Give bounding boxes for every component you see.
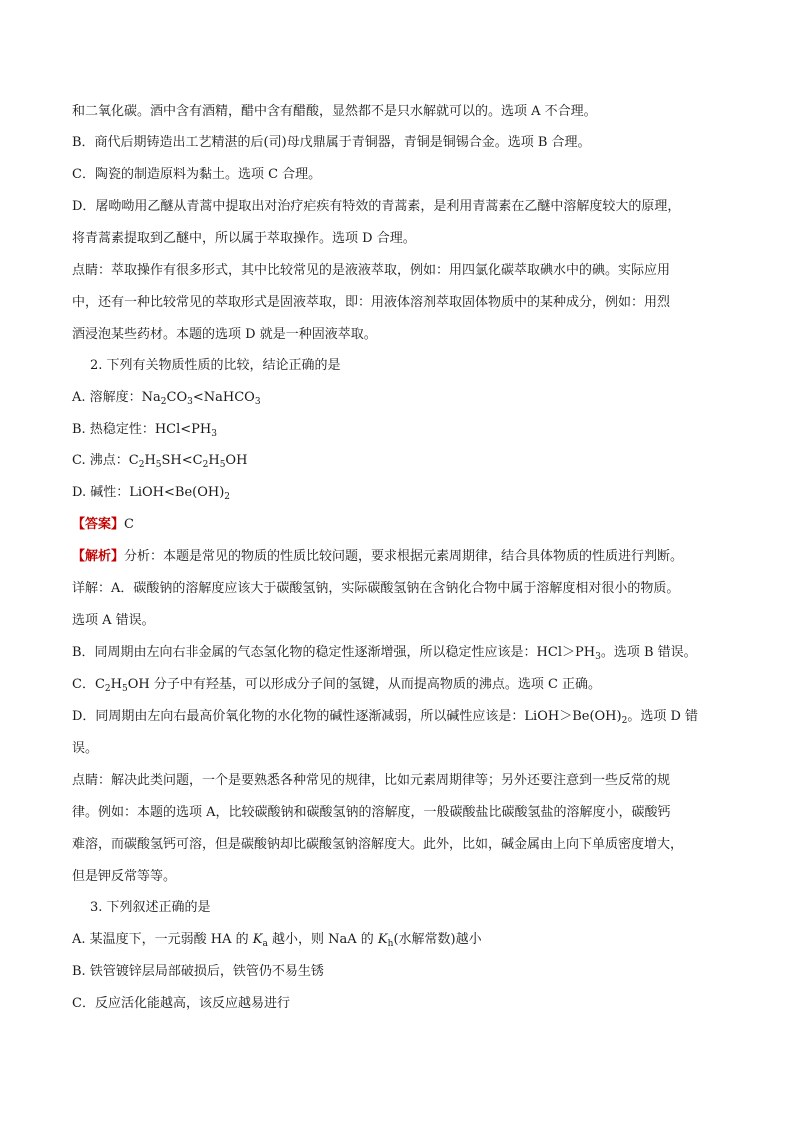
detail-line-b: B．同周期由左向右非金属的气态氢化物的稳定性逐渐增强，所以稳定性应该是：$HCl>PH_3$。选项 B 错误。 [72,645,697,662]
detail-line: 选项 A 错误。 [72,613,155,628]
explanation-line-d: D．屠呦呦用乙醚从青蒿中提取出对治疗疟疾有特效的青蒿素，是利用青蒿素在乙醚中溶解度较大的原理， [72,199,681,214]
explanation-line-b: B．商代后期铸造出工艺精湛的后(司)母戊鼎属于青铜器，青铜是铜锡合金。选项 B 合理。 [72,135,591,150]
detail-line: 详解：A．碳酸钠的溶解度应该大于碳酸氢钠，实际碳酸氢钠在含钠化合物中属于溶解度相对很小的物质。 [72,581,680,596]
tip-line: 点睛：解决此类问题，一个是要熟悉各种常见的规律，比如元素周期律等；另外还要注意到一些反常的规 [72,773,671,788]
question-2-option-d: D. 碱性：$LiOH<Be(OH)_2$ [72,485,231,502]
tip-line: 难溶，而碳酸氢钙可溶，但是碳酸钠却比碳酸氢钠溶解度大。此外，比如，碱金属由上向下单质密度增大， [72,837,684,852]
question-2-option-b: B. 热稳定性：$HCl<PH_3$ [72,422,217,439]
answer-value: C [124,517,134,532]
tip-line: 但是钾反常等等。 [72,869,177,884]
question-3-option-c: C．反应活化能越高，该反应越易进行 [72,996,290,1011]
question-2-option-c: C. 沸点：$C_2H_5SH<C_2H_5OH$ [72,453,248,470]
question-3-option-b: B. 铁管镀锌层局部破损后，铁管仍不易生锈 [72,964,324,979]
explanation-line-c: C．陶瓷的制造原料为黏土。选项 C 合理。 [72,167,322,182]
detail-line: 误。 [72,741,99,756]
question-2-option-a: A. 溶解度：$Na_2CO_3<NaHCO_3$ [72,390,261,407]
answer-tag: 【答案】 [72,517,125,532]
explanation-line: 将青蒿素提取到乙醚中，所以属于萃取操作。选项 D 合理。 [72,231,416,246]
tip-line: 酒浸泡某些药材。本题的选项 D 就是一种固液萃取。 [72,327,377,342]
explanation-line: 和二氧化碳。酒中含有酒精，醋中含有醋酸，显然都不是只水解就可以的。选项 A 不合理。 [72,104,597,119]
answer-line [72,516,134,534]
question-2-stem: 2. 下列有关物质性质的比较，结论正确的是 [90,358,341,373]
analysis-line: 【解析】分析：本题是常见的物质的性质比较问题，要求根据元素周期律，结合具体物质的性质进行判断。 [72,549,684,564]
question-3-stem: 3. 下列叙述正确的是 [90,900,211,915]
detail-line-c: C．$C_2H_5OH$ 分子中有羟基，可以形成分子间的氢键，从而提高物质的沸点。选项 C 正确。 [72,677,602,694]
analysis-tag: 【解析】 [72,549,125,564]
question-3-option-a: A. 某温度下，一元弱酸 HA 的 $K_a$ 越小，则 NaA 的 $K_h$(水解常数)越小 [72,932,482,949]
detail-line-d: D．同周期由左向右最高价氧化物的水化物的碱性逐渐减弱，所以碱性应该是：$LiOH>Be(OH)_2$。选项 D 错 [72,709,699,726]
tip-line: 点睛：萃取操作有很多形式，其中比较常见的是液液萃取，例如：用四氯化碳萃取碘水中的碘。实际应用 [72,263,671,278]
tip-line: 中，还有一种比较常见的萃取形式是固液萃取，即：用液体溶剂萃取固体物质中的某种成分，例如：用烈 [72,295,671,310]
tip-line: 律。例如：本题的选项 A，比较碳酸钠和碳酸氢钠的溶解度，一般碳酸盐比碳酸氢盐的溶解度小，碳酸钙 [72,805,671,820]
